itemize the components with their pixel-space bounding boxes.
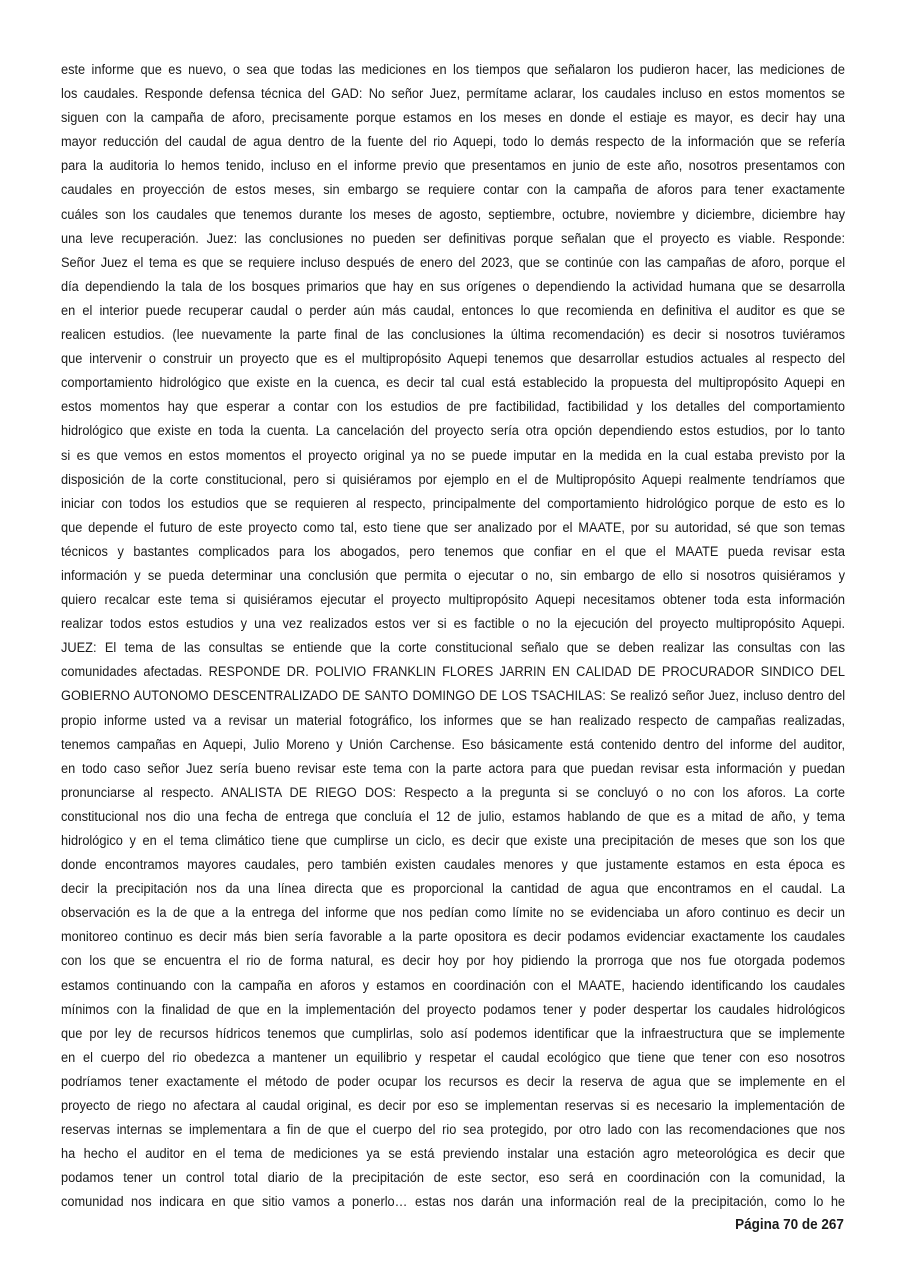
text-line-content: este informe que es nuevo, o sea que todas las mediciones en los tiempos que señalaron los pudieron hacer, las mediciones de: [61, 62, 846, 78]
text-line-content: podamos tener un control total diario de la precipitación de este sector, eso será en coordinación con la comunidad, la: [61, 1170, 846, 1187]
text-line: [61, 636, 845, 660]
text-line: [61, 974, 845, 998]
text-line: [61, 492, 845, 516]
text-line: [61, 347, 845, 371]
text-line: [61, 251, 845, 275]
text-line: [61, 684, 845, 708]
text-line-content: tenemos campañas en Aquepi, Julio Moreno y Unión Carchense. Eso básicamente está contenido dentro del informe del auditor,: [61, 736, 846, 753]
text-line: [61, 299, 845, 323]
text-line-content: para la auditoria lo hemos tenido, incluso en el informe previo que presentamos en junio de este año, nosotros presentamos con: [61, 158, 846, 175]
text-line-content: donde encontramos mayores caudales, pero también existen caudales menores y que justamente estamos en esta época es: [61, 857, 846, 874]
text-line: [61, 1166, 845, 1190]
text-line: [61, 323, 845, 347]
text-line: [61, 1118, 845, 1142]
text-line-content: caudales en proyección de estos meses, sin embargo se requiere contar con la campaña de aforos para tener exactamente: [61, 182, 846, 199]
text-line-content: disposición de la corte constitucional, pero si quisiéramos por ejemplo en el de Multipropósito Aquepi realmente tendríamos que: [61, 471, 846, 488]
text-line: [61, 1142, 845, 1166]
text-line-content: en el cuerpo del rio obedezca a mantener un equilibrio y respetar el caudal ecológico que tiene que tener con eso nosotros: [61, 1049, 846, 1066]
text-line: [61, 853, 845, 877]
text-line: [61, 612, 845, 636]
text-line-content: podríamos tener exactamente el método de poder ocupar los recursos es decir la reserva de agua que se implemente en el: [61, 1073, 846, 1090]
text-line-content: decir la precipitación nos da una línea directa que es proporcional la cantidad de agua que encontramos en el caudal. La: [61, 881, 846, 898]
text-line-content: en todo caso señor Juez sería bueno revisar este tema con la parte actora para que puedan revisar esta información y puedan: [61, 760, 846, 777]
text-line-content: realizar todos estos estudios y una vez realizados estos ver si es factible o no la ejecución del proyecto multipropósito Aquepi.: [61, 616, 846, 633]
text-line-content: GOBIERNO AUTONOMO DESCENTRALIZADO DE SANTO DOMINGO DE LOS TSACHILAS: Se realizó señor Juez, incluso dentro del: [61, 688, 846, 705]
text-line: [61, 516, 845, 540]
text-line: [61, 130, 845, 154]
text-line: [61, 660, 845, 684]
text-line: [61, 1046, 845, 1070]
text-line: [61, 275, 845, 299]
text-line: [61, 829, 845, 853]
text-line: [61, 949, 845, 973]
text-line-content: comunidad nos indicara en que sitio vamos a ponerlo… estas nos darán una información real de la precipitación, como lo he: [61, 1194, 846, 1211]
text-line-content: realicen estudios. (lee nuevamente la parte final de las conclusiones la última recomendación) es decir si nosotros tuviéramos: [61, 327, 846, 344]
text-line-content: cuáles son los caudales que tenemos durante los meses de agosto, septiembre, octubre, noviembre y diciembre, diciembre hay: [61, 206, 846, 223]
text-line: [61, 564, 845, 588]
text-line-content: los caudales. Responde defensa técnica del GAD: No señor Juez, permítame aclarar, los caudales incluso en estos momentos se: [61, 86, 846, 103]
page-number: Página 70 de 267: [735, 1216, 844, 1233]
text-line: [61, 877, 845, 901]
text-line: [61, 371, 845, 395]
text-line: [61, 588, 845, 612]
text-line-content: quiero recalcar este tema si quisiéramos ejecutar el proyecto multipropósito Aquepi necesitamos obtener toda esta información: [61, 592, 846, 609]
text-line-content: pronunciarse al respecto. ANALISTA DE RIEGO DOS: Respecto a la pregunta si se concluyó o no con los aforos. La corte: [61, 784, 846, 801]
text-line: [61, 733, 845, 757]
text-line-content: en el interior puede recuperar caudal o perder aún más caudal, entonces lo que recomienda en definitiva el auditor es que se: [61, 302, 846, 319]
text-line: [61, 540, 845, 564]
text-line-content: mayor reducción del caudal de agua dentro de la fuente del rio Aquepi, todo lo demás respecto de la información que se refería: [61, 134, 846, 151]
text-line: [61, 1070, 845, 1094]
text-line-content: información y se pueda determinar una conclusión que permita o ejecutar o no, sin embargo de ello si nosotros quisiéramos y: [61, 567, 846, 584]
text-line: [61, 757, 845, 781]
text-line: [61, 82, 845, 106]
text-line-content: hidrológico y en el tema climático tiene que cumplirse un ciclo, es decir que existe una precipitación de meses que son los que: [61, 833, 846, 849]
text-line: [61, 998, 845, 1022]
text-line-content: comunidades afectadas. RESPONDE DR. POLIVIO FRANKLIN FLORES JARRIN EN CALIDAD DE PROCURADOR SINDICO DEL: [61, 664, 846, 681]
text-line: [61, 203, 845, 227]
text-line-content: comportamiento hidrológico que existe en la cuenca, es decir tal cual está establecido la propuesta del multipropósito Aquepi en: [61, 375, 846, 392]
text-line: [61, 468, 845, 492]
text-line-content: observación es la de que a la entrega del informe que nos pedían como límite no se evidenciaba un aforo continuo es decir un: [61, 905, 846, 922]
text-line-content: estos momentos hay que esperar a contar con los estudios de pre factibilidad, factibilidad y los detalles del comportamiento: [61, 399, 846, 416]
text-line-content: proyecto de riego no afectara al caudal original, es decir por eso se implementan reservas si es necesario la implementación de: [61, 1098, 846, 1115]
text-line-content: hidrológico que existe en toda la cuenta. La cancelación del proyecto sería otra opción dependiendo estos estudios, por lo tanto: [61, 423, 846, 440]
text-line: [61, 1022, 845, 1046]
text-line-content: que depende el futuro de este proyecto como tal, esto tiene que ser analizado por el MAATE, por su autoridad, sé que son temas: [61, 519, 846, 536]
text-line-content: mínimos con la finalidad de que en la implementación del proyecto podamos tener y poder despertar los caudales hidrológicos: [61, 1001, 846, 1018]
text-line-content: si es que vemos en estos momentos el proyecto original ya no se puede imputar en la medida en la cual estaba previsto por la: [61, 447, 846, 464]
text-line-content: iniciar con todos los estudios que se requieren al respecto, principalmente del comportamiento hidrológico porque de esto es lo: [61, 495, 846, 512]
text-line-content: una leve recuperación. Juez: las conclusiones no pueden ser definitivas porque señalan que el proyecto es viable. Responde:: [61, 230, 846, 247]
text-line: [61, 227, 845, 251]
text-line: [61, 1094, 845, 1118]
text-line-content: día dependiendo la tala de los bosques primarios que hay en sus orígenes o dependiendo la actividad humana que se desarrolla: [61, 278, 846, 295]
text-line: [61, 419, 845, 443]
text-line-content: técnicos y bastantes complicados para los abogados, pero tenemos que confiar en el que el MAATE pueda revisar esta: [61, 543, 846, 560]
text-line: [61, 178, 845, 202]
text-line: [61, 395, 845, 419]
text-line-content: ha hecho el auditor en el tema de mediciones ya se está previendo instalar una estación agro meteorológica es decir que: [61, 1146, 846, 1163]
text-line: [61, 901, 845, 925]
text-line-content: reservas internas se implementara a fin de que el cuerpo del rio sea protegido, por otro lado con las recomendaciones que nos: [61, 1122, 846, 1139]
text-line: [61, 925, 845, 949]
text-line: [61, 781, 845, 805]
body-text: [61, 58, 845, 1215]
text-line-content: monitoreo continuo es decir más bien sería favorable a la parte opositora es decir podamos evidenciar exactamente los caudales: [61, 929, 846, 946]
text-line: [61, 1190, 845, 1214]
text-line-content: que por ley de recursos hídricos tenemos que cumplirlas, solo así podemos identificar que la infraestructura que se implemente: [61, 1025, 846, 1042]
text-line-content: siguen con la campaña de aforo, precisamente porque estamos en los meses en donde el estiaje es mayor, es decir hay una: [61, 110, 846, 127]
text-line: [61, 154, 845, 178]
text-line-content: que intervenir o construir un proyecto que es el multipropósito Aquepi tenemos que desarrollar estudios actuales al respecto del: [61, 351, 846, 368]
text-line-content: Señor Juez el tema es que se requiere incluso después de enero del 2023, que se continúe con las campañas de aforo, porque el: [61, 254, 846, 271]
text-line-content: JUEZ: El tema de las consultas se entiende que la corte constitucional señalo que se deben realizar las consultas con las: [61, 640, 846, 657]
text-line-content: con los que se encuentra el rio de forma natural, es decir hoy por hoy pidiendo la prorroga que nos fue otorgada podemos: [61, 953, 846, 970]
text-line: [61, 709, 845, 733]
text-line: [61, 58, 845, 82]
text-line-content: estamos continuando con la campaña en aforos y estamos en coordinación con el MAATE, haciendo identificando los caudales: [61, 977, 846, 994]
text-line-content: propio informe usted va a revisar un material fotográfico, los informes que se han realizado respecto de campañas realizadas,: [61, 712, 846, 729]
text-line: [61, 805, 845, 829]
text-line: [61, 106, 845, 130]
text-line: [61, 444, 845, 468]
text-line-content: constitucional nos dio una fecha de entrega que concluía el 12 de julio, estamos hablando de que es a mitad de año, y tema: [61, 808, 846, 825]
